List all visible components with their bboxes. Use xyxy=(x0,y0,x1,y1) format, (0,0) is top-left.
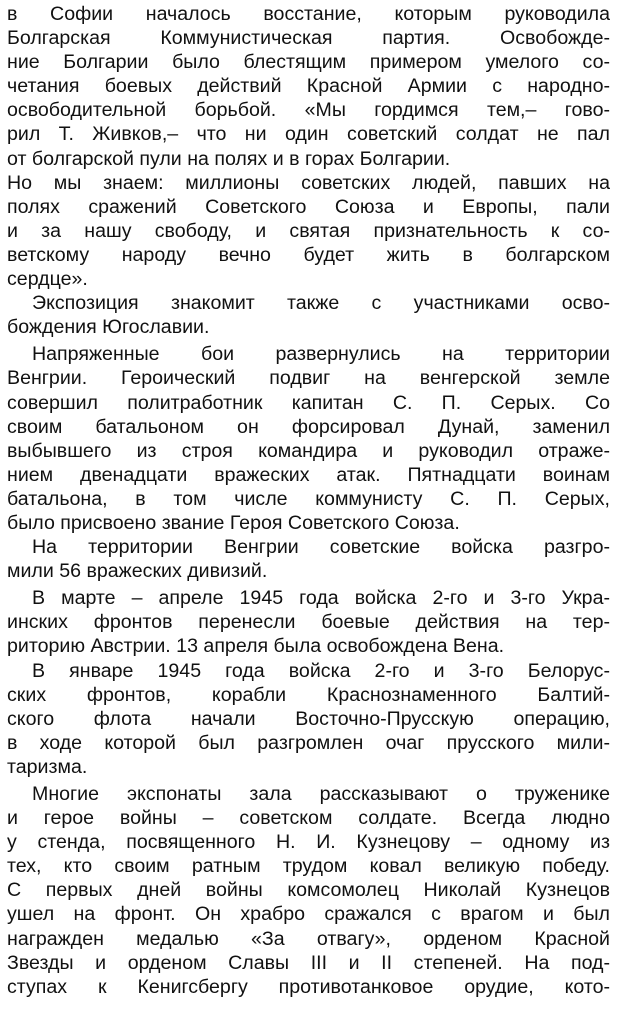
text-line: ского флота начали Восточно-Прусскую операцию, xyxy=(7,707,610,730)
text-line: В марте – апреле 1945 года войска 2-го и 3-го Укра- xyxy=(32,587,610,610)
text-line: батальона, в том числе коммунисту С. П. Серых, xyxy=(7,487,610,510)
paragraph xyxy=(7,2,610,291)
text-line: мили 56 вражеских дивизий. xyxy=(7,560,268,583)
book-page xyxy=(7,2,610,999)
text-line: В январе 1945 года войска 2-го и 3-го Белорус- xyxy=(32,659,610,682)
paragraph xyxy=(7,291,610,339)
text-line: ступах к Кенигсбергу противотанковое орудие, кото- xyxy=(7,975,610,998)
paragraph xyxy=(7,586,610,658)
text-line: тех, кто своим ратным трудом ковал великую победу. xyxy=(7,855,610,878)
text-line: Напряженные бои развернулись на территории xyxy=(32,343,610,366)
paragraph xyxy=(7,782,610,999)
text-line: ветскому народу вечно будет жить в болгарском xyxy=(7,243,610,266)
text-line: выбывшего из строя командира и руководил отраже- xyxy=(7,439,610,462)
text-line: ских фронтов, корабли Краснознаменного Балтий- xyxy=(7,683,610,706)
text-line: в ходе которой был разгромлен очаг прусского мили- xyxy=(7,731,610,754)
text-line: Многие экспонаты зала рассказывают о труженике xyxy=(32,783,610,805)
paragraph xyxy=(7,342,610,535)
text-line: сердце». xyxy=(7,268,88,291)
text-line: С первых дней войны комсомолец Николай Кузнецов xyxy=(7,879,610,902)
text-line: Звезды и орденом Славы III и II степеней. На под- xyxy=(7,951,610,974)
text-line: Экспозиция знакомит также с участниками осво- xyxy=(32,292,610,315)
text-line: На территории Венгрии советские войска разгро- xyxy=(32,536,610,559)
paragraph xyxy=(7,659,610,779)
text-line: Но мы знаем: миллионы советских людей, павших на xyxy=(7,171,610,194)
text-line: в Софии началось восстание, которым руководила xyxy=(7,3,610,25)
text-line: полях сражений Советского Союза и Европы, пали xyxy=(7,195,610,218)
text-line: инских фронтов перенесли боевые действия на тер- xyxy=(7,611,610,634)
paragraph xyxy=(7,535,610,583)
text-line: ние Болгарии было блестящим примером умелого со- xyxy=(7,51,610,74)
text-line: Венгрии. Героический подвиг на венгерской земле xyxy=(7,367,610,390)
text-line: риторию Австрии. 13 апреля была освобождена Вена. xyxy=(7,635,505,658)
text-line: рил Т. Живков,– что ни один советский солдат не пал xyxy=(7,123,610,146)
text-line: своим батальоном он форсировал Дунай, заменил xyxy=(7,415,610,438)
text-line: бождения Югославии. xyxy=(7,316,210,339)
text-line: было присвоено звание Героя Советского Союза. xyxy=(7,511,460,534)
text-line: Болгарская Коммунистическая партия. Освобожде- xyxy=(7,27,610,50)
text-line: таризма. xyxy=(7,755,88,778)
text-line: и герое войны – советском солдате. Всегда людно xyxy=(7,807,610,830)
text-line: от болгарской пули на полях и в горах Болгарии. xyxy=(7,147,451,170)
text-line: нием двенадцати вражеских атак. Пятнадцати воинам xyxy=(7,463,610,486)
text-line: ушел на фронт. Он храбро сражался с врагом и был xyxy=(7,903,610,926)
text-line: и за нашу свободу, и святая признательность к со- xyxy=(7,219,610,242)
text-line: четания боевых действий Красной Армии с народно- xyxy=(7,75,610,98)
text-line: награжден медалью «За отвагу», орденом Красной xyxy=(7,927,610,950)
text-line: у стенда, посвященного Н. И. Кузнецову – одному из xyxy=(7,831,610,854)
text-line: совершил политработник капитан С. П. Серых. Со xyxy=(7,391,610,414)
text-line: освободительной борьбой. «Мы гордимся тем,– гово- xyxy=(7,99,610,122)
